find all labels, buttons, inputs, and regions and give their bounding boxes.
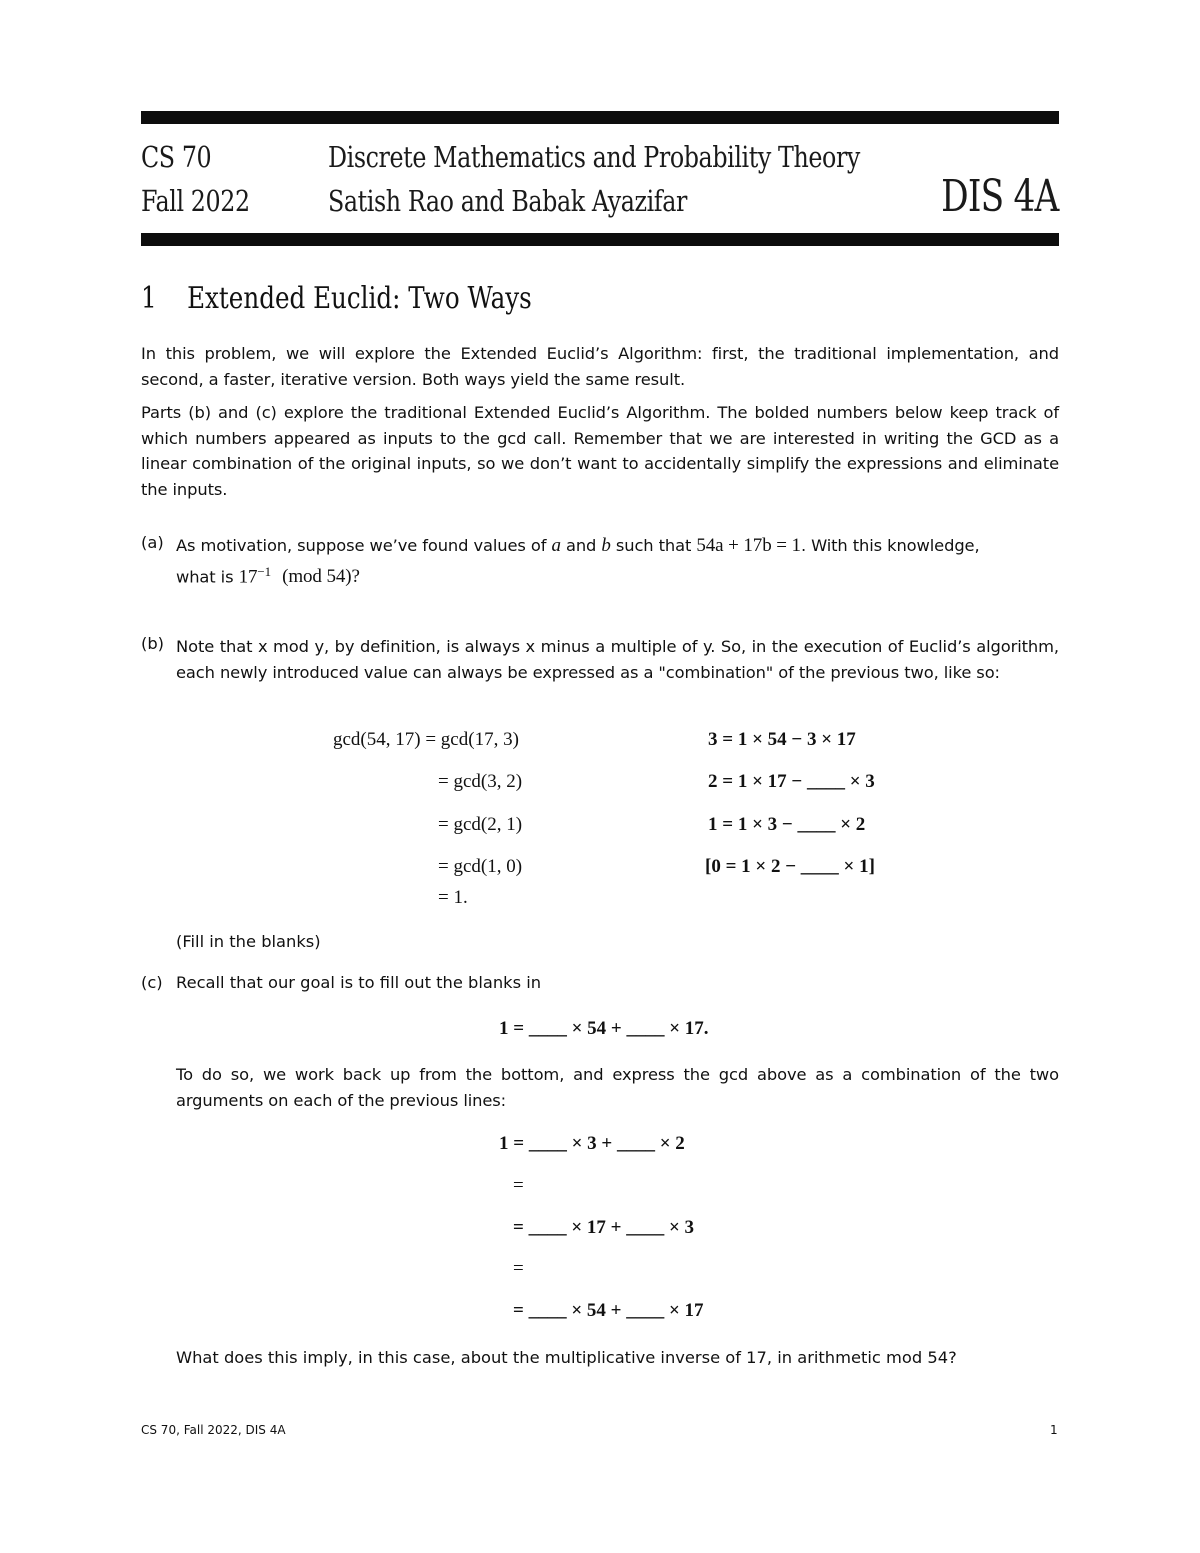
part-a-equation: 54a + 17b = 1 xyxy=(696,535,801,556)
course-title: Discrete Mathematics and Probability Theory xyxy=(328,140,860,174)
part-c-intro: Recall that our goal is to fill out the blanks in xyxy=(176,973,542,992)
gcd-line: = gcd(1, 0) xyxy=(438,856,523,877)
mod-expression: (mod 54)? xyxy=(282,565,360,587)
var-a: a xyxy=(551,535,561,556)
gcd-line: = 1. xyxy=(438,887,468,908)
back-substitution-line: 1 = ____ × 3 + ____ × 2 xyxy=(499,1133,685,1154)
header-bottom-rule xyxy=(141,233,1059,246)
back-substitution-line: = ____ × 17 + ____ × 3 xyxy=(513,1217,695,1238)
back-substitution-line: = xyxy=(513,1258,524,1279)
inverse-base: 17 xyxy=(238,565,258,587)
back-substitution-line: = ____ × 54 + ____ × 17 xyxy=(513,1300,704,1321)
combo-line: 1 = 1 × 3 − ____ × 2 xyxy=(708,814,866,835)
part-b-text: Note that x mod y, by definition, is always x minus a multiple of y. So, in the execution of Euclid’s algorithm, each newly introduced value can always be expressed as a "combination" of the previous two, like so: xyxy=(176,637,1059,682)
doc-code: DIS 4A xyxy=(941,171,1059,222)
instructors: Satish Rao and Babak Ayazifar xyxy=(328,184,687,218)
course-code: CS 70 xyxy=(141,140,212,174)
section-number: 1 xyxy=(141,281,157,316)
part-a-text-1: As motivation, suppose we’ve found values of xyxy=(176,536,547,555)
fill-note: (Fill in the blanks) xyxy=(176,932,321,951)
part-c-label: (c) xyxy=(141,973,163,992)
inverse-exponent: −1 xyxy=(257,563,272,579)
part-a-label: (a) xyxy=(141,533,164,552)
part-a-and: and xyxy=(565,536,597,555)
gcd-line: gcd(54, 17) = gcd(17, 3) xyxy=(333,729,519,750)
term: Fall 2022 xyxy=(141,184,250,218)
combo-line: 3 = 1 × 54 − 3 × 17 xyxy=(708,729,856,750)
combo-line: 2 = 1 × 17 − ____ × 3 xyxy=(708,771,875,792)
section-heading xyxy=(141,281,532,316)
page-number: 1 xyxy=(1050,1423,1058,1437)
intro-paragraph-2: Parts (b) and (c) explore the traditional Extended Euclid’s Algorithm. The bolded numbers below keep track of which numbers appeared as inputs to the gcd call. Remember that we are interested in writing the GCD as a linear combination of the original inputs, so we don’t want to accidentally simplify the expressions and eliminate the inputs. xyxy=(141,403,1059,499)
gcd-line: = gcd(3, 2) xyxy=(438,771,523,792)
part-a-text-3: what is xyxy=(176,566,234,586)
footer-label: CS 70, Fall 2022, DIS 4A xyxy=(141,1423,286,1437)
var-b: b xyxy=(601,535,611,556)
part-a-such-that: such that xyxy=(615,536,692,555)
combo-line: [0 = 1 × 2 − ____ × 1] xyxy=(705,856,875,877)
part-c-question: What does this imply, in this case, about the multiplicative inverse of 17, in arithmetic mod 54? xyxy=(176,1348,957,1367)
part-a-text xyxy=(176,533,1059,589)
part-b-label: (b) xyxy=(141,634,165,653)
part-c-text: To do so, we work back up from the bottom, and express the gcd above as a combination of the two arguments on each of the previous lines: xyxy=(176,1065,1059,1110)
back-substitution-line: = xyxy=(513,1175,524,1196)
section-title: Extended Euclid: Two Ways xyxy=(187,281,532,316)
part-a-text-2: . With this knowledge, xyxy=(800,536,980,555)
header-top-rule xyxy=(141,111,1059,124)
goal-equation: 1 = ____ × 54 + ____ × 17. xyxy=(499,1018,709,1039)
intro-paragraph-1: In this problem, we will explore the Extended Euclid’s Algorithm: first, the traditional implementation, and second, a faster, iterative version. Both ways yield the same result. xyxy=(141,344,1059,389)
gcd-line: = gcd(2, 1) xyxy=(438,814,523,835)
